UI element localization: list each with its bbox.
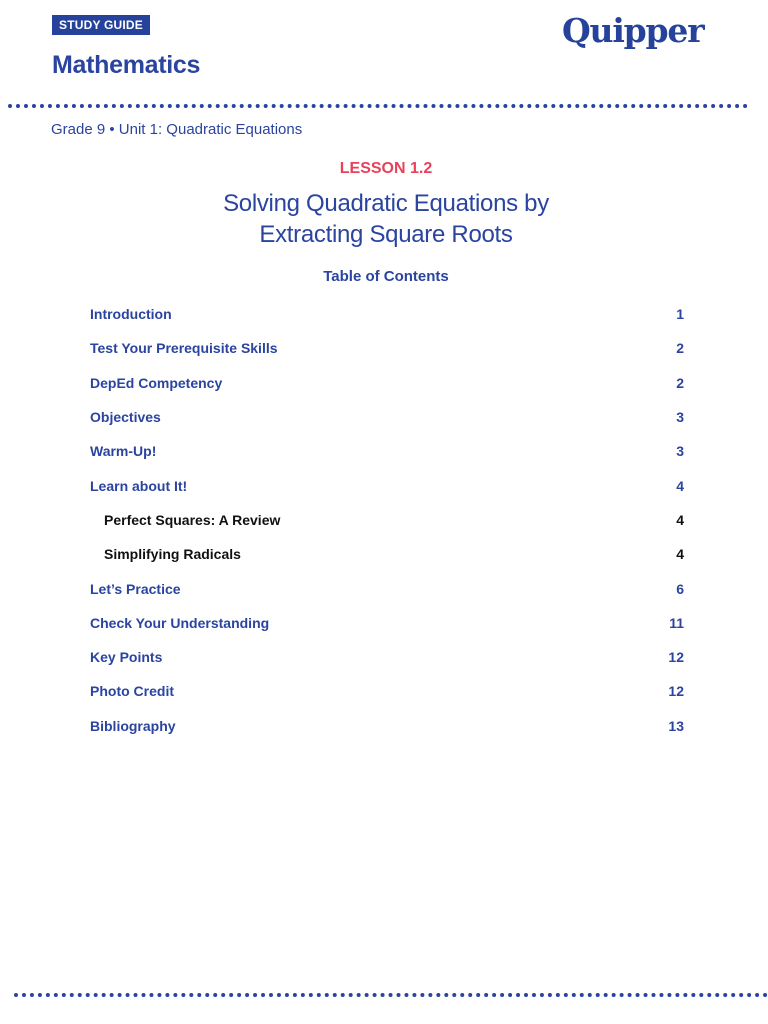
toc-entry-label: Key Points bbox=[90, 649, 163, 666]
toc-entry[interactable] bbox=[90, 434, 684, 468]
toc-entry-page: 2 bbox=[676, 340, 684, 357]
toc-entry-page: 13 bbox=[668, 717, 684, 734]
toc-entry-page: 11 bbox=[669, 614, 684, 631]
toc-entry-page: 3 bbox=[676, 443, 684, 460]
toc-entry-page: 4 bbox=[676, 546, 684, 563]
toc-entry-page: 1 bbox=[676, 306, 684, 323]
toc-entry[interactable] bbox=[90, 606, 684, 640]
toc-entry-label: DepEd Competency bbox=[90, 374, 223, 391]
toc-entry-page: 4 bbox=[676, 511, 684, 528]
toc-entry-page: 3 bbox=[676, 409, 684, 426]
toc-entry-label: Let’s Practice bbox=[90, 580, 181, 597]
toc-entry-label: Test Your Prerequisite Skills bbox=[90, 340, 278, 357]
toc-entry-label: Learn about It! bbox=[90, 477, 188, 494]
toc-entry[interactable] bbox=[90, 503, 684, 537]
toc-entry[interactable] bbox=[90, 331, 684, 365]
lesson-title-line-2: Extracting Square Roots bbox=[259, 221, 513, 248]
toc-entry-label: Bibliography bbox=[90, 717, 176, 734]
toc-entry[interactable] bbox=[90, 537, 684, 571]
toc-entry-label: Photo Credit bbox=[90, 683, 174, 700]
toc-entry[interactable] bbox=[90, 674, 684, 708]
toc-entry-label: Perfect Squares: A Review bbox=[104, 511, 281, 528]
toc-entry-label: Objectives bbox=[90, 409, 161, 426]
toc-entry[interactable] bbox=[90, 400, 684, 434]
toc-entry-page: 12 bbox=[668, 683, 684, 700]
toc-entry-page: 6 bbox=[676, 580, 684, 597]
toc-entry-label: Warm-Up! bbox=[90, 443, 157, 460]
subject-title: Mathematics bbox=[52, 51, 201, 79]
toc-entry-page: 2 bbox=[676, 374, 684, 391]
toc-entry[interactable] bbox=[90, 640, 684, 674]
toc-entry-page: 12 bbox=[668, 649, 684, 666]
toc-entry-label: Check Your Understanding bbox=[90, 614, 270, 631]
grade-unit-line: Grade 9 • Unit 1: Quadratic Equations bbox=[51, 121, 303, 138]
toc-entry[interactable] bbox=[90, 468, 684, 502]
toc-entry[interactable] bbox=[90, 709, 684, 743]
top-dotted-divider bbox=[8, 104, 748, 108]
bottom-dotted-divider bbox=[14, 993, 768, 997]
toc-entry[interactable] bbox=[90, 297, 684, 331]
toc-entry-label: Introduction bbox=[90, 306, 172, 323]
lesson-number: LESSON 1.2 bbox=[339, 160, 433, 177]
toc-entry-label: Simplifying Radicals bbox=[104, 546, 241, 563]
toc-entry-page: 4 bbox=[676, 477, 684, 494]
study-guide-badge: STUDY GUIDE bbox=[52, 15, 150, 35]
toc-entry[interactable] bbox=[90, 571, 684, 605]
table-of-contents bbox=[90, 297, 684, 743]
toc-heading: Table of Contents bbox=[323, 268, 449, 285]
lesson-title bbox=[0, 188, 768, 250]
toc-entry[interactable] bbox=[90, 366, 684, 400]
brand-logo: Quipper bbox=[562, 11, 704, 50]
lesson-title-line-1: Solving Quadratic Equations by bbox=[223, 190, 549, 217]
